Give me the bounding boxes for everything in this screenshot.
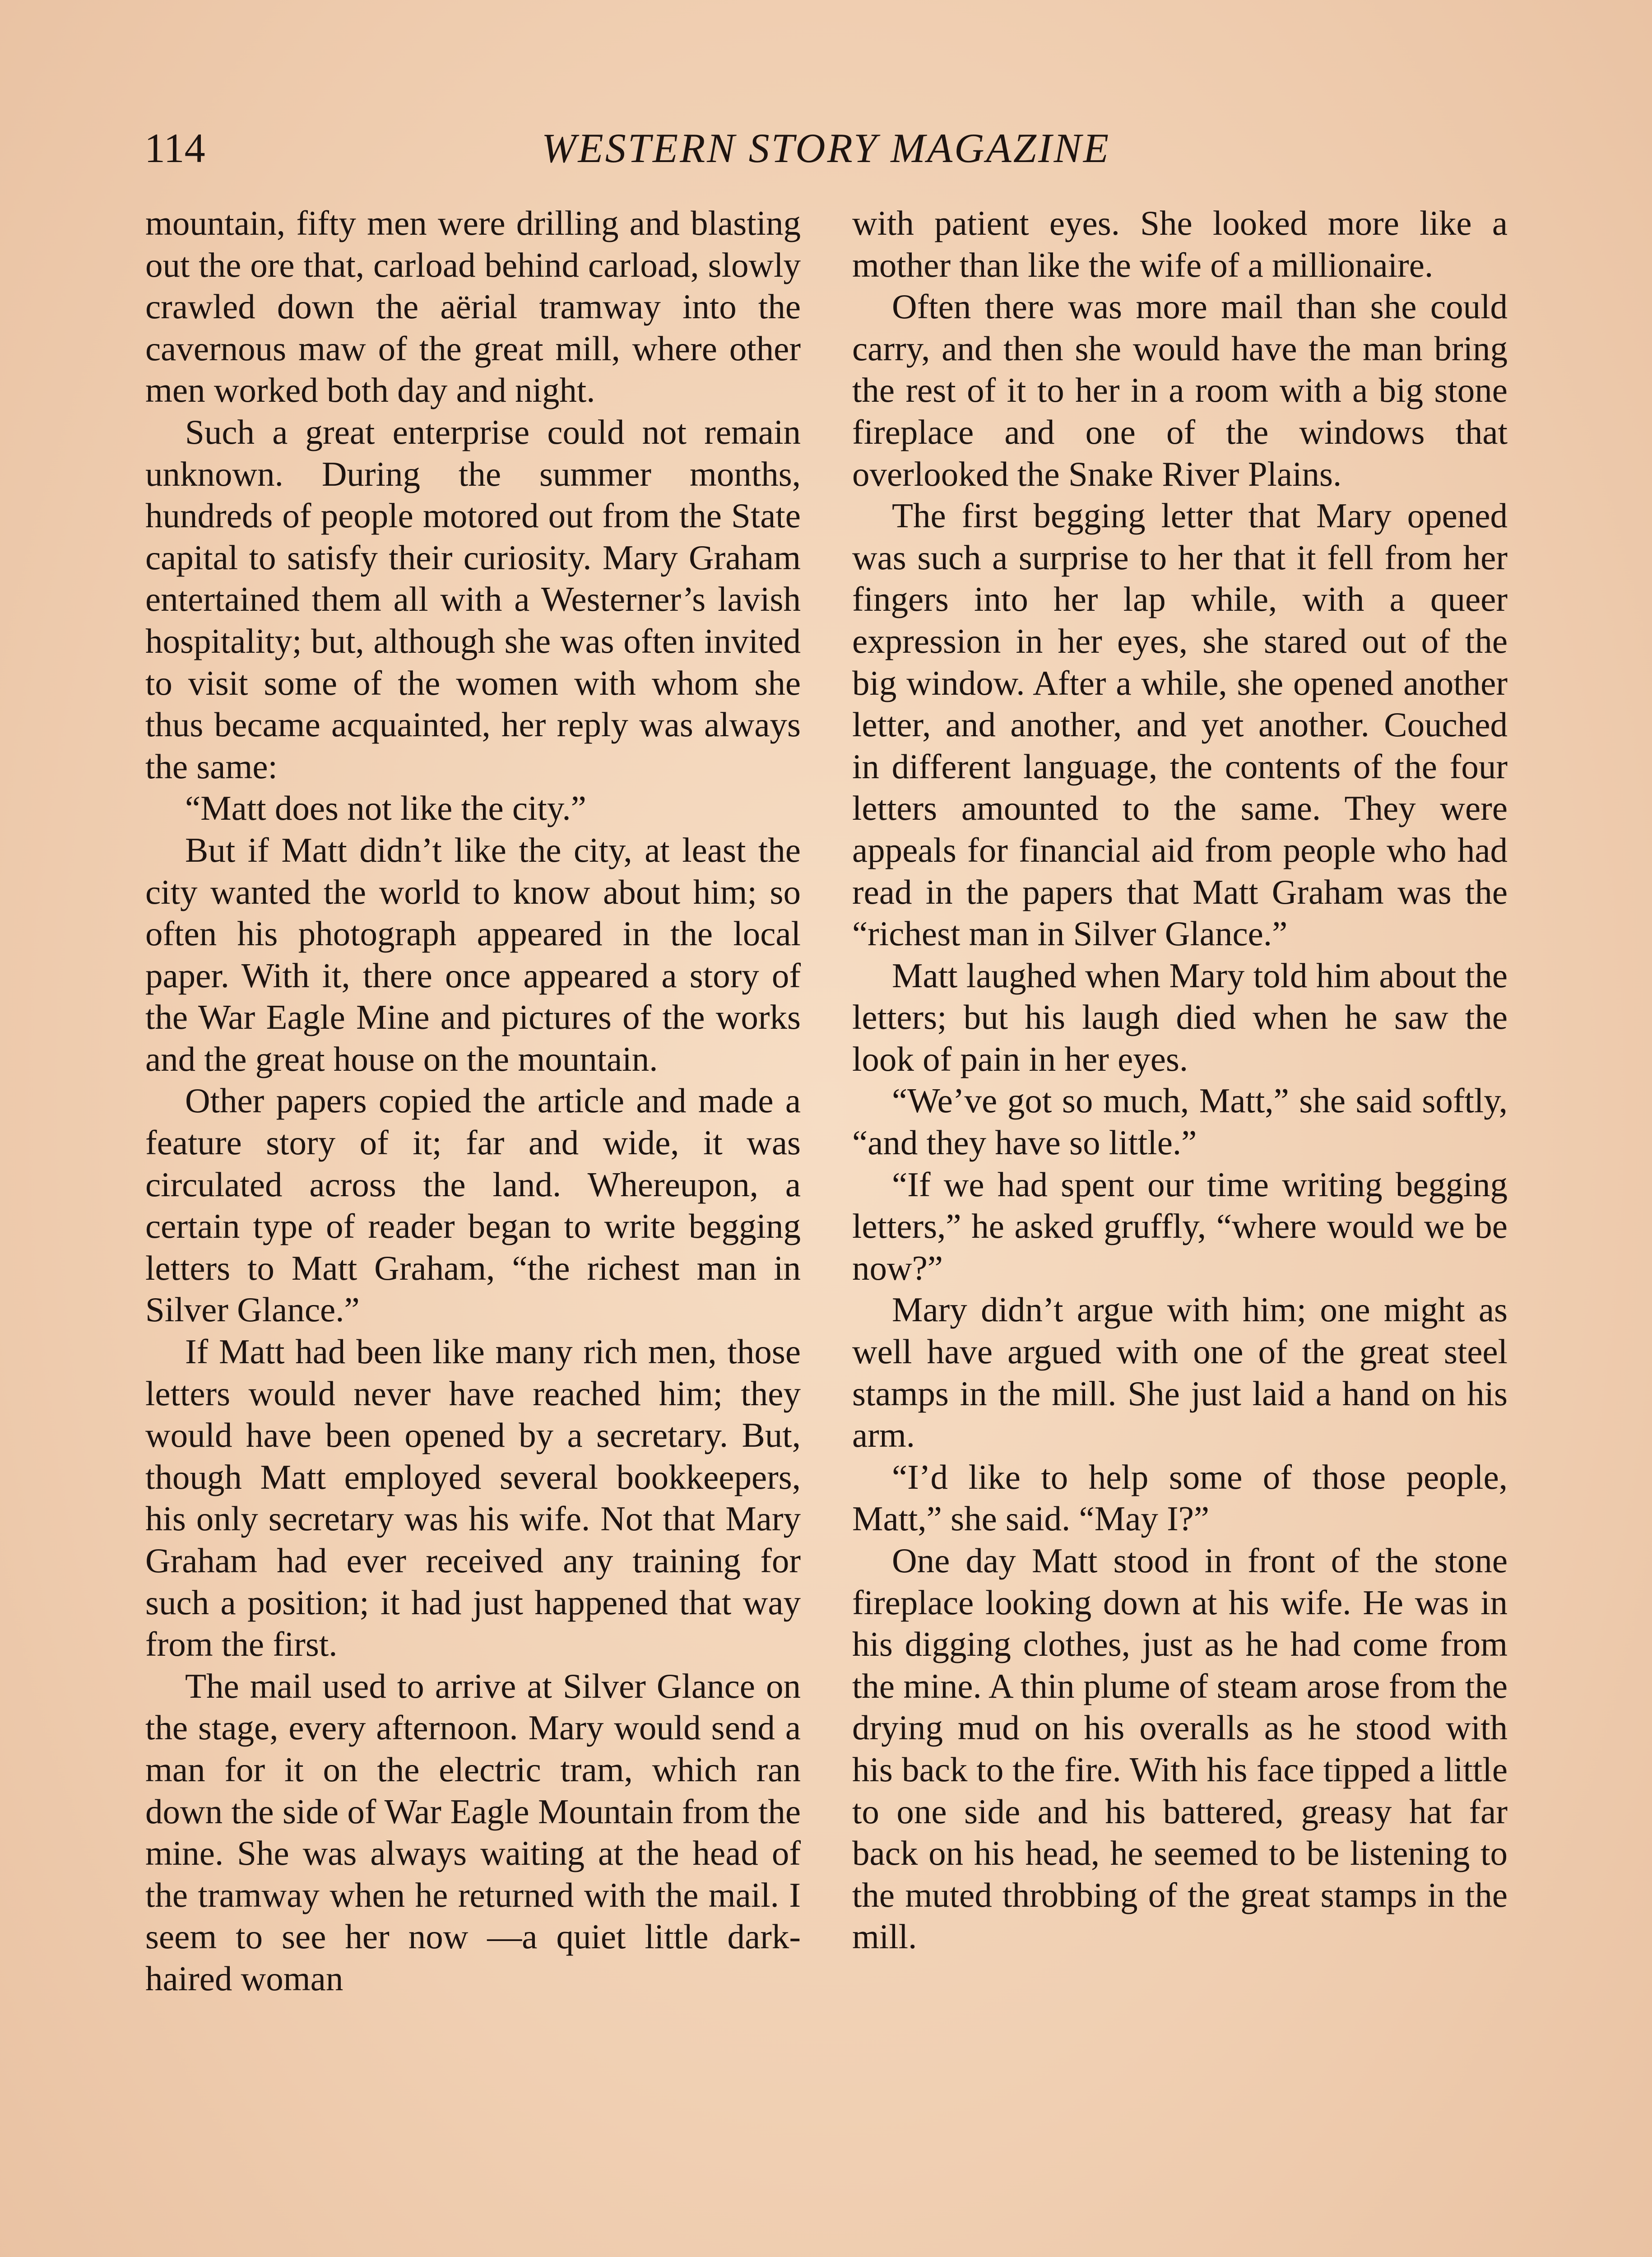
paragraph: “If we had spent our time writing begging letters,” he asked gruffly, “where would we be now?” [852,1165,1508,1287]
paragraph: “I’d like to help some of those people, Matt,” she said. “May I?” [852,1457,1508,1538]
running-head: WESTERN STORY MAGAZINE [541,125,1111,171]
paragraph: The mail used to arrive at Silver Glance on the stage, every afternoon. Mary would send a man for it on the electric tram, which ran down the side of War Eagle Mountain from the mine. She was always waiting at the head of the tramway when he returned with the mail. I seem to see her now —a quiet little dark-haired woman [145,1666,801,1998]
paragraph: One day Matt stood in front of the stone fireplace looking down at his wife. He was in his digging clothes, just as he had come from the mine. A thin plume of steam arose from the drying mud on his overalls as he stood with his back to the fire. With his face tipped a little to one side and his battered, greasy hat far back on his head, he seemed to be listening to the muted throbbing of the great stamps in the mill. [852,1541,1508,1956]
paragraph: Matt laughed when Mary told him about the letters; but his laugh died when he saw the look of pain in her eyes. [852,956,1508,1078]
paragraph: But if Matt didn’t like the city, at least the city wanted the world to know about him; so often his photograph appeared in the local paper. With it, there once appeared a story of the War Eagle Mine and pictures of the works and the great house on the mountain. [145,830,801,1078]
paragraph: Other papers copied the article and made a feature story of it; far and wide, it was circulated across the land. Whereupon, a certain type of reader began to write begging letters to Matt Graham, “the richest man in Silver Glance.” [145,1081,801,1329]
paragraph: Often there was more mail than she could carry, and then she would have the man bring the rest of it to her in a room with a big stone fireplace and one of the windows that overlooked the Snake River Plains. [852,287,1508,493]
paragraph: The first begging letter that Mary opened was such a surprise to her that it fell from her fingers into her lap while, with a queer expression in her eyes, she stared out of the big window. After a while, she opened another letter, and another, and yet another. Couched in different language, the contents of the four letters amounted to the same. They were appeals for financial aid from people who had read in the papers that Matt Graham was the “richest man in Silver Glance.” [852,496,1508,953]
left-column [145,202,801,2000]
paragraph: “Matt does not like the city.” [185,789,586,828]
paragraph: with patient eyes. She looked more like a mother than like the wife of a millionaire. [852,204,1508,284]
paragraph: Mary didn’t argue with him; one might as well have argued with one of the great steel stamps in the mill. She just laid a hand on his arm. [852,1290,1508,1455]
page-number: 114 [144,125,205,171]
paragraph: mountain, fifty men were drilling and blasting out the ore that, carload behind carload, slowly crawled down the aërial tramway into the cavernous maw of the great mill, where other men worked both day and night. [145,204,801,410]
paragraph: “We’ve got so much, Matt,” she said softly, “and they have so little.” [852,1081,1508,1162]
page-header [144,121,1508,175]
right-column [852,202,1508,1958]
paragraph: If Matt had been like many rich men, those letters would never have reached him; they would have been opened by a secretary. But, though Matt employed several bookkeepers, his only secretary was his wife. Not that Mary Graham had ever received any training for such a position; it had just happened that way from the first. [145,1332,801,1664]
paragraph: Such a great enterprise could not remain unknown. During the summer months, hundreds of people motored out from the State capital to satisfy their curiosity. Mary Graham entertained them all with a Westerner’s lavish hospitality; but, although she was often invited to visit some of the women with whom she thus became acquainted, her reply was always the same: [145,412,801,786]
